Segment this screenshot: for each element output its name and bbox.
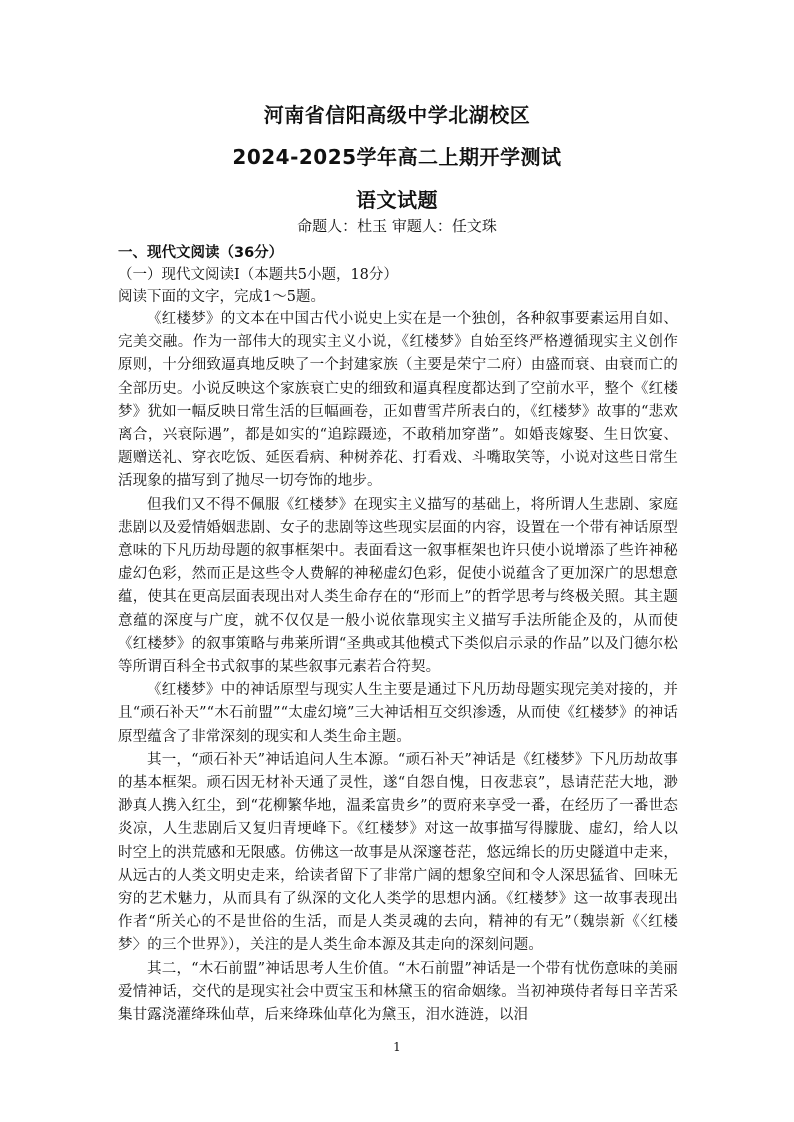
paragraph-4: 其一，“顽石补天”神话追问人生本源。“顽石补天”神话是《红楼梦》下凡历劫故事的基本框架。顽石因无材补天通了灵性，遂“自怨自愧，日夜悲哀”，恳请茫茫大地，渺渺真人携入红尘，到“花柳繁华地，温柔富贵乡”的贾府来享受一番，在经历了一番世态炎凉，人生悲剧后又复归青埂峰下。《红楼梦》对这一故事描写得朦胧、虚幻，给人以时空上的洪荒感和无限感。仿佛这一故事是从深邃苍茫，悠远绵长的历史隧道中走来，从远古的人类文明史走来，给读者留下了非常广阔的想象空间和令人深思猛省、回味无穷的艺术魅力，从而具有了纵深的文化人类学的思想内涵。《红楼梦》这一故事表现出作者“所关心的不是世俗的生活，而是人类灵魂的去向，精神的有无”（魏崇新《〈红楼梦〉的三个世界》），关注的是人类生命本源及其走向的深刻问题。 bbox=[118, 751, 678, 954]
reading-section bbox=[118, 242, 678, 1027]
subject-title: 语文试题 bbox=[356, 188, 438, 212]
paragraph-3: 《红楼梦》中的神话原型与现实人生主要是通过下凡历劫母题实现完美对接的，并且“顽石补天”“木石前盟”“太虚幻境”三大神话相互交织渗透，从而使《红楼梦》的神话原型蕴含了非常深刻的现实和人类生命主题。 bbox=[118, 682, 678, 745]
section-heading: 一、现代文阅读（36分） bbox=[118, 245, 284, 261]
paragraph-5: 其二，“木石前盟”神话思考人生价值。“木石前盟”神话是一个带有忧伤意味的美丽爱情神话，交代的是现实社会中贾宝玉和林黛玉的宿命姻缘。当初神瑛侍者每日辛苦采集甘露浇灌绛珠仙草，后来绛珠仙草化为黛玉，泪水涟涟，以泪 bbox=[118, 960, 678, 1024]
paragraph-1: 《红楼梦》的文本在中国古代小说史上实在是一个独创，各种叙事要素运用自如、完美交融。作为一部伟大的现实主义小说，《红楼梦》自始至终严格遵循现实主义创作原则，十分细致逼真地反映了一个封建家族（主要是荣宁二府）由盛而衰、由衰而亡的全部历史。小说反映这个家族衰亡史的细致和逼真程度都达到了空前水平，整个《红楼梦》犹如一幅反映日常生活的巨幅画卷，正如曹雪芹所表白的，《红楼梦》故事的“悲欢离合，兴衰际遇”，都是如实的“追踪蹑迹，不敢稍加穿凿”。如婚丧嫁娶、生日饮宴、题赠送礼、穿衣吃饭、延医看病、种树养花、打看戏、斗嘴取笑等，小说对这些日常生活现象的描写到了抛尽一切夸饰的地步。 bbox=[118, 311, 678, 490]
sub-heading: （一）现代文阅读Ⅰ（本题共5小题，18分） bbox=[118, 267, 398, 283]
instruction-text: 阅读下面的文字，完成1～5题。 bbox=[118, 289, 325, 305]
exam-title: 2024-2025学年高二上期开学测试 bbox=[232, 145, 562, 169]
title-block bbox=[0, 104, 794, 235]
page-number: 1 bbox=[393, 1040, 401, 1054]
paragraph-2: 但我们又不得不佩服《红楼梦》在现实主义描写的基础上，将所谓人生悲剧、家庭悲剧以及爱情婚姻悲剧、女子的悲剧等这些现实层面的内容，设置在一个带有神话原型意味的下凡历劫母题的叙事框架中。表面看这一叙事框架也许只使小说增添了些许神秘虚幻色彩，然而正是这些令人费解的神秘虚幻色彩，促使小说蕴含了更加深广的思想意蕴，使其在更高层面表现出对人类生命存在的“形而上”的哲学思考与终极关照。其主题意蕴的深度与广度，就不仅仅是一般小说依靠现实主义描写手法所能企及的，从而使《红楼梦》的叙事策略与弗莱所谓“圣典或其他模式下类似启示录的作品”以及门德尔松等所谓百科全书式叙事的某些叙事元素若合符契。 bbox=[118, 496, 678, 676]
author-line: 命题人：杜玉 审题人：任文珠 bbox=[297, 217, 497, 235]
school-title: 河南省信阳高级中学北湖校区 bbox=[263, 103, 531, 127]
